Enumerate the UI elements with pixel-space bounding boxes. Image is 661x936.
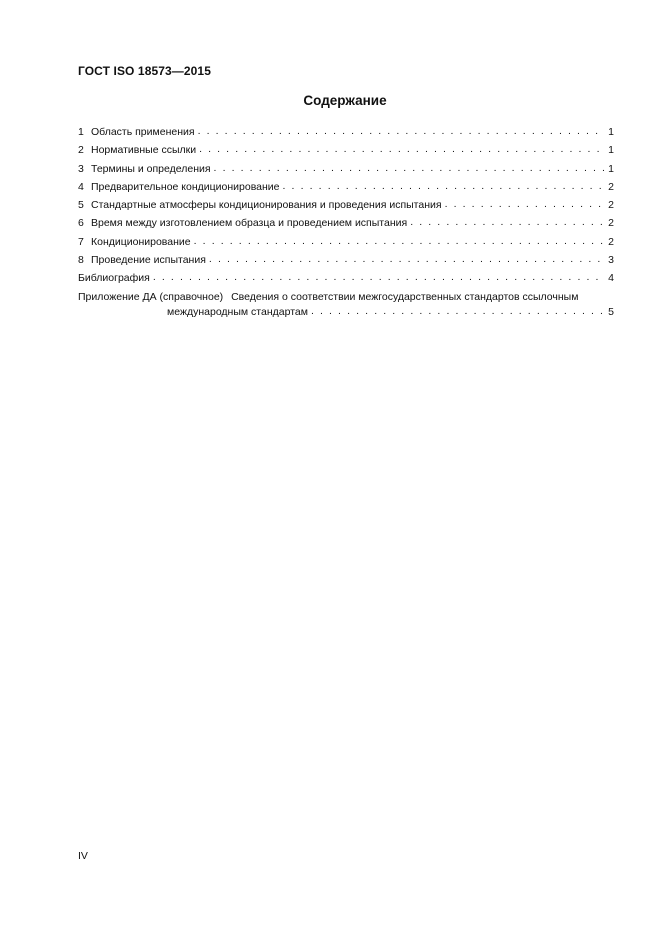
toc-entry-appendix[interactable] (78, 291, 614, 319)
toc-entry-title: Предварительное кондиционирование (91, 180, 280, 193)
toc-entry-page: 2 (608, 217, 614, 230)
dot-leader (445, 198, 604, 211)
toc-entry-page: 2 (608, 180, 614, 193)
toc-entry-number: 4 (78, 180, 84, 193)
toc-entry[interactable] (78, 217, 614, 235)
toc-entry-title: Термины и определения (91, 162, 211, 175)
toc-entry[interactable] (78, 144, 614, 162)
dot-leader (199, 143, 604, 156)
toc-entry[interactable] (78, 163, 614, 181)
toc-entry-page: 4 (608, 272, 614, 285)
document-id-header: ГОСТ ISO 18573—2015 (78, 64, 211, 78)
toc-entry[interactable] (78, 236, 614, 254)
toc-entry-title: Стандартные атмосферы кондиционирования и проведения испытания (91, 199, 442, 212)
toc-entry-page: 3 (608, 254, 614, 267)
toc-entry-number: 7 (78, 235, 84, 248)
toc-entry-page: 5 (608, 305, 614, 318)
toc-entry-page: 1 (608, 162, 614, 175)
toc-entry-title: Нормативные ссылки (91, 144, 197, 157)
toc-entry-page: 2 (608, 235, 614, 248)
toc-entry-page: 2 (608, 199, 614, 212)
toc-entry-number: 8 (78, 254, 84, 267)
appendix-label: Приложение ДА (справочное) (78, 290, 224, 303)
page-number: IV (78, 850, 88, 862)
toc-entry-page: 1 (608, 126, 614, 138)
toc-entry-number: 1 (78, 126, 84, 138)
toc-entry-title: Библиография (78, 272, 150, 285)
toc-entry-title: Время между изготовлением образца и проведением испытания (91, 217, 408, 230)
toc-entry-title: Проведение испытания (91, 254, 206, 267)
toc-entry[interactable] (78, 199, 614, 217)
dot-leader (283, 180, 604, 193)
toc-entry-number: 6 (78, 217, 84, 230)
toc-entry[interactable] (78, 181, 614, 199)
toc-entry-number: 5 (78, 199, 84, 212)
toc-entry[interactable] (78, 254, 614, 272)
dot-leader (198, 125, 604, 138)
dot-leader (214, 162, 604, 175)
toc-entry-page: 1 (608, 144, 614, 157)
appendix-title-line2: международным стандартам (167, 305, 308, 318)
dot-leader (311, 305, 604, 318)
dot-leader (194, 235, 604, 248)
dot-leader (153, 271, 604, 284)
appendix-title-line1: Сведения о соответствии межгосударственных стандартов ссылочным (231, 290, 579, 303)
toc-entry-number: 2 (78, 144, 84, 157)
toc-entry-title: Кондиционирование (91, 235, 191, 248)
dot-leader (410, 216, 604, 229)
dot-leader (209, 253, 604, 266)
toc-entry-title: Область применения (91, 126, 195, 138)
toc-title: Содержание (303, 93, 387, 108)
table-of-contents (78, 126, 614, 319)
toc-entry[interactable] (78, 126, 614, 144)
toc-entry-bibliography[interactable] (78, 272, 614, 290)
toc-entry-number: 3 (78, 162, 84, 175)
